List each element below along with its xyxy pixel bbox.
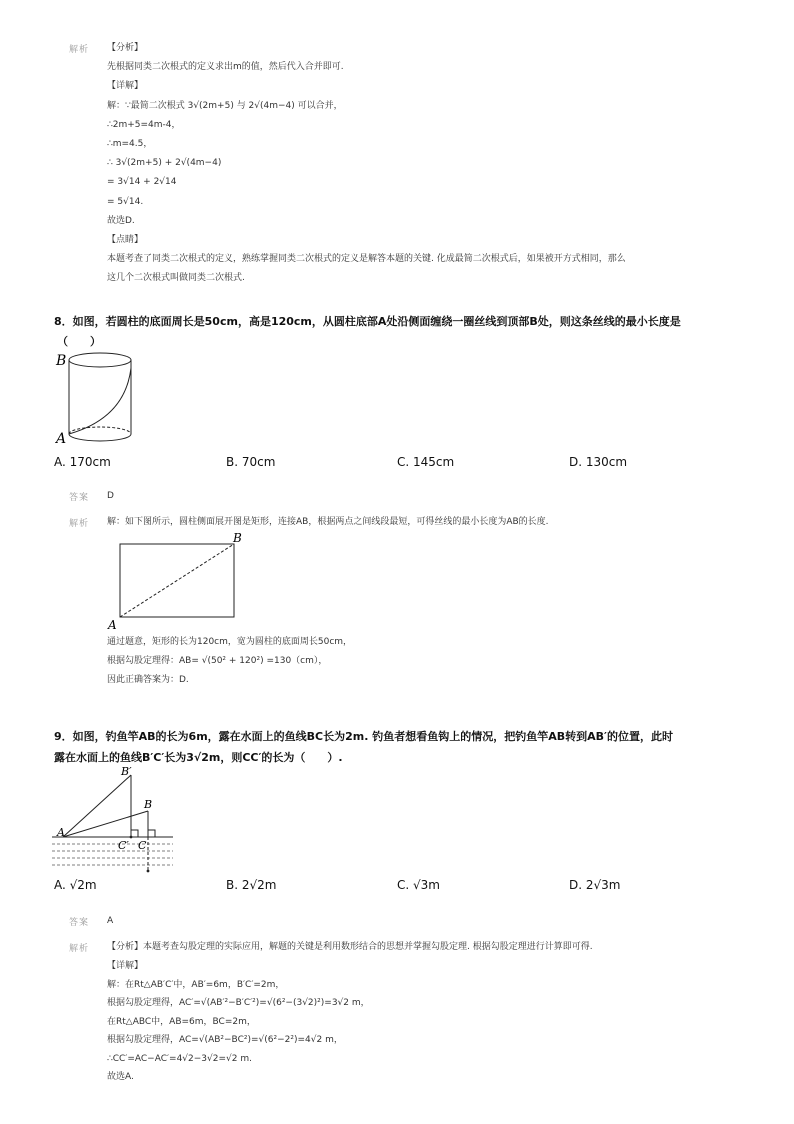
solution-line: 根据勾股定理得，AC=√(AB²−BC²)=√(6²−2²)=4√2 m，: [107, 1035, 343, 1045]
answer-label: 答案: [69, 493, 90, 503]
solution-line: 先根据同类二次根式的定义求出m的值，然后代入合并即可.: [107, 62, 344, 73]
option-d[interactable]: D. 130cm: [569, 455, 628, 469]
solution-line: ∴m=4.5，: [107, 139, 153, 149]
solution-line: 根据勾股定理得：AB= √(50² + 120²) =130（cm），: [107, 656, 328, 666]
solution-line: 通过题意，矩形的长为120cm，宽为圆柱的底面周长50cm，: [107, 637, 353, 647]
solution-line: 在Rt△ABC中，AB=6m，BC=2m，: [107, 1016, 256, 1027]
solution-line: 【点睛】: [107, 235, 144, 245]
rect-label-a: A: [108, 618, 117, 632]
fig-label-c: C: [138, 839, 147, 852]
cyl-label-a: A: [56, 431, 67, 447]
solution-line: 【分析】: [107, 43, 144, 53]
analysis-text: 【分析】本题考查勾股定理的实际应用，解题的关键是利用数形结合的思想并掌握勾股定理. 根据勾股定理进行计算即可得.: [107, 942, 593, 952]
option-b[interactable]: B. 70cm: [226, 455, 276, 469]
fishing-rod-figure: [52, 762, 174, 878]
jiexi-label: 解析: [69, 45, 90, 55]
solution-line: 解：在Rt△AB′C′中，AB′=6m，B′C′=2m，: [107, 979, 285, 990]
solution-line: 这几个二次根式叫做同类二次根式.: [107, 273, 245, 284]
jiexi-label: 解析: [69, 519, 90, 529]
question-9-stem-line2: 露在水面上的鱼线B′C′长为3√2m，则CC′的长为（ ）.: [54, 751, 343, 764]
cylinder-figure: [55, 348, 140, 448]
solution-line: 解：∵最简二次根式 3√(2m+5) 与 2√(4m−4) 可以合并，: [107, 100, 343, 111]
rect-label-b: B: [233, 531, 242, 545]
question-8-stem: 8．如图，若圆柱的底面周长是50cm，高是120cm，从圆柱底部A处沿侧面缠绕一圈丝线到顶部B处，则这条丝线的最小长度是: [54, 315, 681, 328]
solution-line: ∴ 3√(2m+5) + 2√(4m−4): [107, 158, 222, 169]
solution-line: 故选D.: [107, 215, 135, 226]
option-a[interactable]: A. √2m: [54, 878, 97, 892]
option-d[interactable]: D. 2√3m: [569, 878, 621, 892]
solution-line: 【详解】: [107, 81, 144, 92]
solution-line: 本题考查了同类二次根式的定义，熟练掌握同类二次根式的定义是解答本题的关键. 化成最简二次根式后，如果被开方式相同，那么: [107, 254, 626, 265]
fig-label-a: A: [57, 826, 65, 839]
solution-line: 因此正确答案为：D.: [107, 675, 189, 685]
jiexi-label: 解析: [69, 944, 90, 954]
solution-line: 故选A.: [107, 1072, 134, 1082]
fig-label-c-prime: C′: [118, 839, 129, 852]
option-c[interactable]: C. √3m: [397, 878, 440, 892]
solution-line: 根据勾股定理得，AC′=√(AB′²−B′C′²)=√(6²−(3√2)²)=3√2 m，: [107, 998, 370, 1008]
solution-line: ∴CC′=AC−AC′=4√2−3√2=√2 m.: [107, 1053, 252, 1064]
cyl-label-b: B: [56, 353, 67, 369]
answer-label: 答案: [69, 918, 90, 928]
solution-line: = 5√14.: [107, 196, 144, 207]
question-9-stem-line1: 9．如图，钓鱼竿AB的长为6m，露在水面上的鱼线BC长为2m. 钓鱼者想看鱼钩上的情况，把钓鱼竿AB转到AB′的位置，此时: [54, 730, 673, 743]
solution-line: 【详解】: [107, 961, 144, 971]
unrolled-rectangle-figure: [105, 530, 255, 632]
answer-value: D: [107, 491, 114, 501]
question-8-paren: （ ）: [57, 335, 101, 348]
solution-intro: 解：如下图所示，圆柱侧面展开图是矩形，连接AB，根据两点之间线段最短，可得丝线的最小长度为AB的长度.: [107, 517, 549, 527]
answer-value: A: [107, 916, 114, 926]
solution-line: ∴2m+5=4m-4，: [107, 119, 181, 130]
option-a[interactable]: A. 170cm: [54, 455, 111, 469]
fig-label-b: B: [144, 798, 153, 811]
option-b[interactable]: B. 2√2m: [226, 878, 277, 892]
option-c[interactable]: C. 145cm: [397, 455, 455, 469]
fig-label-b-prime: B′: [121, 765, 132, 778]
solution-line: = 3√14 + 2√14: [107, 177, 177, 188]
